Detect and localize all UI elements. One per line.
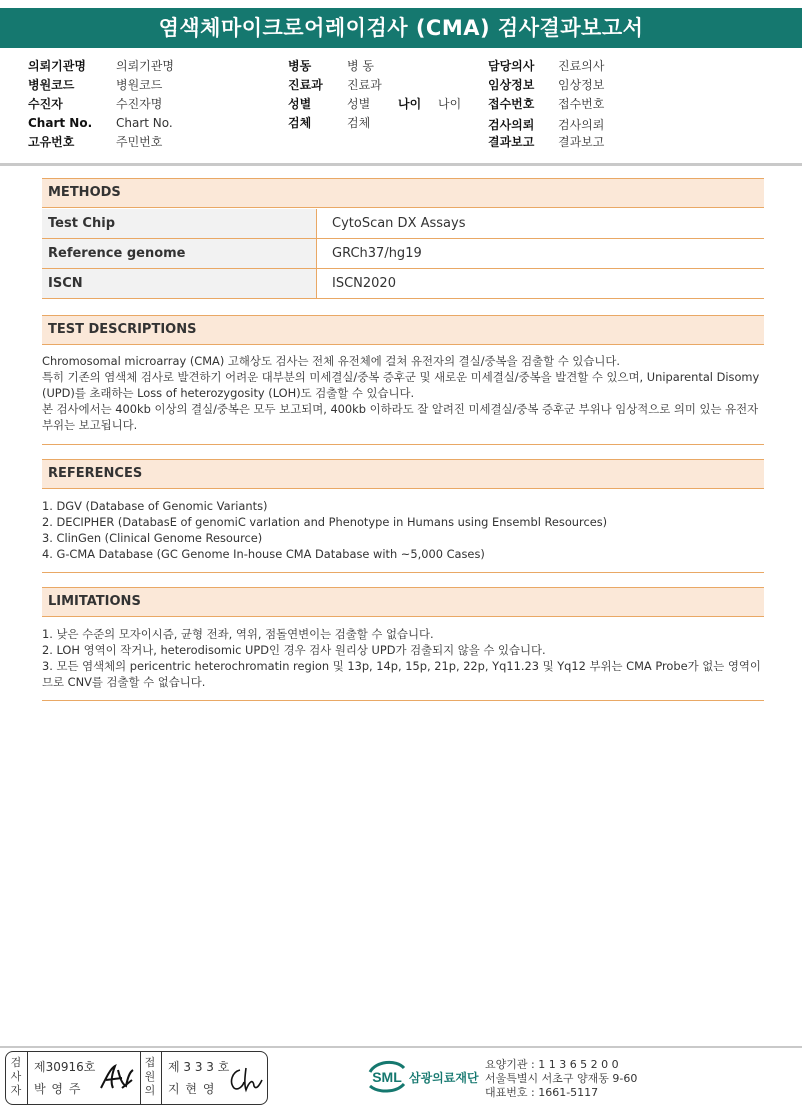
org-address — [485, 1058, 637, 1100]
limitations-list — [42, 626, 764, 690]
info-value: 임상정보 — [558, 78, 605, 92]
info-label: 검체 — [288, 116, 312, 130]
test-descriptions-heading: TEST DESCRIPTIONS — [42, 315, 764, 345]
column-divider — [316, 209, 317, 238]
sml-logo — [366, 1058, 479, 1094]
references-heading: REFERENCES — [42, 459, 764, 489]
tester-license-no: 제30916호 — [34, 1060, 96, 1074]
info-value: 접수번호 — [558, 97, 605, 111]
confirmer-signature-icon — [226, 1064, 264, 1094]
patient-info-panel — [0, 55, 802, 163]
info-label: 병동 — [288, 59, 312, 73]
limitation-item: 2. LOH 영역이 작거나, heterodisomic UPD인 경우 검사 원리상 UPD가 검출되지 않을 수 있습니다. — [42, 643, 546, 657]
description-paragraph: 특히 기존의 염색체 검사로 발견하기 어려운 대부분의 미세결실/중복 증후군 및 새로운 미세결실/중복을 발견할 수 있으며, Uniparental Disomy (UPD)를 초래하는 Loss of heterozygosity (LOH)도 검출할 수 있습니다. — [42, 370, 760, 400]
info-value: 진료과 — [347, 78, 382, 92]
footer-divider — [0, 1046, 802, 1048]
info-label: 접수번호 — [488, 97, 535, 111]
info-value: 성별 — [347, 97, 371, 111]
reference-item: 2. DECIPHER (DatabasE of genomiC varIation and Phenotype in Humans using Ensembl Resources) — [42, 515, 608, 529]
methods-row-value: GRCh37/hg19 — [332, 246, 422, 261]
description-paragraph: Chromosomal microarray (CMA) 고해상도 검사는 전체 유전체에 걸쳐 유전자의 결실/중복을 검출할 수 있습니다. — [42, 354, 621, 368]
methods-row-value: CytoScan DX Assays — [332, 216, 466, 231]
box-divider — [140, 1052, 141, 1104]
address-line: 요양기관 : 1 1 3 6 5 2 0 0 — [485, 1058, 619, 1071]
section-divider — [42, 700, 764, 701]
info-value: 병 동 — [347, 59, 374, 73]
test-descriptions-body — [42, 353, 764, 433]
tester-signature-icon — [98, 1062, 136, 1094]
confirmer-name: 지 현 영 — [168, 1082, 216, 1096]
limitation-item: 3. 모든 염색체의 pericentric heterochromatin region 및 13p, 14p, 15p, 21p, 22p, Yq11.23 및 Yq12 부위는 CMA Probe가 없는 영역이므로 CNV를 검출할 수 없습니다. — [42, 659, 761, 689]
address-line: 서울특별시 서초구 양재동 9-60 — [485, 1072, 638, 1085]
tester-label: 검사자 — [10, 1056, 22, 1097]
info-value: 의뢰기관명 — [116, 59, 174, 73]
description-paragraph: 본 검사에서는 400kb 이상의 결실/중복은 모두 보고되며, 400kb 이하라도 잘 알려진 미세결실/중복 증후군 부위나 임상적으로 의미 있는 유전자 부위는 보고됩니다. — [42, 402, 759, 432]
info-value: 나이 — [438, 97, 462, 111]
methods-row — [42, 209, 764, 239]
info-label: 병원코드 — [28, 78, 75, 92]
confirmer-license-no: 제 3 3 3 호 — [168, 1060, 230, 1074]
box-divider — [161, 1052, 162, 1104]
section-divider — [42, 444, 764, 445]
info-value: 수진자명 — [116, 97, 163, 111]
info-label: 성별 — [288, 97, 312, 111]
sml-logo-icon — [366, 1058, 408, 1094]
info-value: 검체 — [347, 116, 371, 130]
methods-row-label: Reference genome — [42, 239, 316, 268]
column-divider — [316, 239, 317, 268]
info-label: 고유번호 — [28, 135, 75, 149]
info-label: 담당의사 — [488, 59, 535, 73]
org-name: 삼광의료재단 — [409, 1071, 479, 1085]
confirmer-label: 접 원 의 — [144, 1056, 156, 1097]
reference-item: 3. ClinGen (Clinical Genome Resource) — [42, 531, 263, 545]
info-value: 병원코드 — [116, 78, 163, 92]
signature-box — [5, 1051, 268, 1105]
address-line: 대표번호 : 1661-5117 — [485, 1086, 599, 1099]
header-divider — [0, 163, 802, 166]
methods-row — [42, 239, 764, 269]
info-label: 나이 — [398, 97, 422, 111]
limitation-item: 1. 낮은 수준의 모자이시즘, 균형 전좌, 역위, 점돌연변이는 검출할 수 없습니다. — [42, 627, 434, 641]
column-divider — [316, 269, 317, 298]
methods-row-value: ISCN2020 — [332, 276, 396, 291]
info-value: 주민번호 — [116, 135, 163, 149]
info-label: 임상정보 — [488, 78, 535, 92]
limitations-heading: LIMITATIONS — [42, 587, 764, 617]
report-title: 염색체마이크로어레이검사 (CMA) 검사결과보고서 — [0, 8, 802, 48]
info-value: 결과보고 — [558, 135, 605, 149]
methods-row-label: ISCN — [42, 269, 316, 298]
reference-item: 4. G-CMA Database (GC Genome In-house CMA Database with ~5,000 Cases) — [42, 547, 485, 561]
info-label: Chart No. — [28, 116, 93, 130]
methods-row-label: Test Chip — [42, 209, 316, 238]
info-label: 진료과 — [288, 78, 323, 92]
methods-heading: METHODS — [42, 178, 764, 208]
info-label: 검사의뢰 — [488, 118, 535, 132]
box-divider — [27, 1052, 28, 1104]
info-label: 결과보고 — [488, 135, 535, 149]
reference-item: 1. DGV (Database of Genomic Variants) — [42, 499, 268, 513]
info-label: 수진자 — [28, 97, 63, 111]
methods-row — [42, 269, 764, 299]
sml-logo-text: SML — [372, 1069, 402, 1085]
info-value: 진료의사 — [558, 59, 605, 73]
info-label: 의뢰기관명 — [28, 59, 86, 73]
section-divider — [42, 572, 764, 573]
info-value: Chart No. — [116, 116, 173, 130]
tester-name: 박 영 주 — [34, 1082, 82, 1096]
info-value: 검사의뢰 — [558, 118, 605, 132]
references-list — [42, 498, 764, 562]
